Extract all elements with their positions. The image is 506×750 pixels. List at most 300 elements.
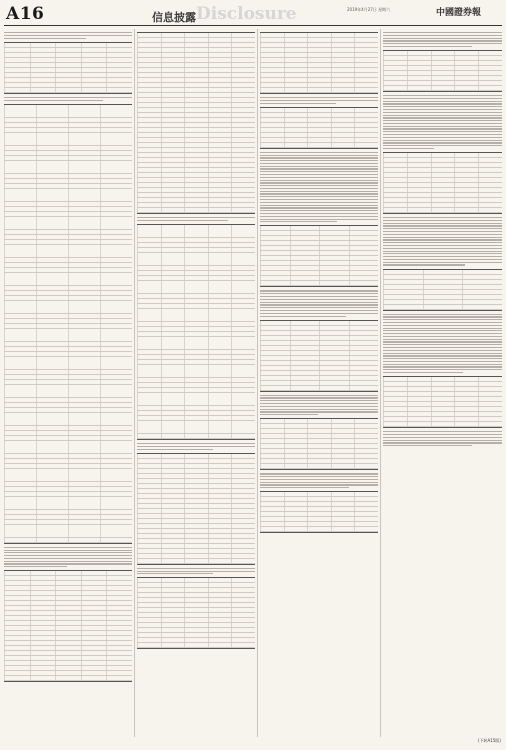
table-cell — [68, 436, 100, 440]
table-cell — [307, 143, 331, 147]
table-cell — [184, 133, 208, 137]
table-cell — [208, 608, 232, 612]
table-cell — [208, 153, 232, 157]
table-cell — [184, 309, 208, 321]
table-cell — [354, 68, 378, 72]
table-cell — [208, 638, 232, 642]
data-table — [260, 320, 378, 392]
table-cell — [161, 128, 185, 132]
text-line — [383, 431, 502, 432]
table-cell — [4, 469, 36, 481]
table-cell — [81, 636, 107, 640]
table-cell — [184, 266, 208, 270]
table-cell — [208, 578, 232, 582]
text-paragraph — [383, 32, 502, 47]
table-cell — [290, 281, 320, 285]
text-line — [4, 38, 86, 39]
table-cell — [407, 66, 431, 70]
table-cell — [284, 434, 308, 438]
table-cell — [307, 444, 331, 448]
table-cell — [349, 371, 379, 375]
table-cell — [383, 81, 407, 85]
table-cell — [4, 436, 36, 440]
table-cell — [55, 591, 81, 595]
text-paragraph — [260, 395, 378, 416]
text-line — [383, 325, 502, 326]
table-cell — [284, 33, 308, 37]
text-line — [383, 350, 502, 351]
table-cell — [137, 598, 161, 602]
table-cell — [4, 581, 30, 585]
table-cell — [100, 497, 132, 509]
table-cell — [137, 158, 161, 162]
text-line — [260, 409, 378, 410]
table-cell — [307, 58, 331, 62]
table-cell — [383, 417, 407, 421]
table-cell — [208, 58, 232, 62]
table-cell — [161, 534, 185, 538]
text-line — [260, 100, 378, 101]
table-cell — [55, 651, 81, 655]
table-cell — [68, 105, 100, 117]
table-cell — [284, 83, 308, 87]
table-cell — [208, 544, 232, 548]
table-cell — [284, 53, 308, 57]
text-line — [4, 97, 132, 98]
table-cell — [4, 68, 30, 72]
table-cell — [208, 534, 232, 538]
table-cell — [100, 525, 132, 537]
table-cell — [231, 33, 255, 37]
table-cell — [454, 168, 478, 172]
table-cell — [81, 73, 107, 77]
table-cell — [36, 133, 68, 145]
table-cell — [184, 514, 208, 518]
table-cell — [30, 666, 56, 670]
table-cell — [4, 230, 36, 234]
table-cell — [284, 502, 308, 506]
text-line — [383, 228, 502, 229]
table-cell — [208, 168, 232, 172]
table-cell — [184, 188, 208, 192]
table-cell — [331, 449, 355, 453]
text-line — [383, 445, 472, 446]
table-cell — [137, 178, 161, 182]
table-cell — [478, 407, 502, 411]
table-cell — [354, 123, 378, 127]
table-cell — [184, 628, 208, 632]
table-cell — [36, 258, 68, 262]
table-cell — [30, 73, 56, 77]
table-cell — [184, 494, 208, 498]
table-cell — [106, 636, 132, 640]
table-cell — [431, 56, 455, 60]
table-cell — [319, 231, 349, 235]
table-cell — [208, 504, 232, 508]
table-cell — [284, 43, 308, 47]
text-line — [383, 38, 502, 39]
table-cell — [184, 578, 208, 582]
table-cell — [4, 459, 36, 463]
table-cell — [4, 375, 36, 379]
table-rule — [260, 148, 378, 149]
table-cell — [161, 337, 185, 349]
table-cell — [68, 217, 100, 229]
table-cell — [383, 280, 423, 284]
page-header — [0, 0, 506, 24]
table-cell — [137, 128, 161, 132]
table-cell — [307, 88, 331, 92]
table-cell — [100, 146, 132, 150]
table-cell — [319, 276, 349, 280]
table-cell — [208, 123, 232, 127]
text-line — [260, 484, 378, 485]
table-cell — [208, 554, 232, 558]
table-row — [4, 273, 132, 286]
table-cell — [161, 58, 185, 62]
table-cell — [161, 464, 185, 468]
table-cell — [161, 243, 185, 247]
table-cell — [36, 128, 68, 132]
data-table — [383, 269, 502, 311]
table-cell — [208, 103, 232, 107]
table-cell — [454, 56, 478, 60]
table-cell — [331, 497, 355, 501]
newspaper-logo: 中國證券報 — [436, 8, 482, 18]
table-cell — [100, 179, 132, 183]
table-cell — [100, 347, 132, 351]
table-cell — [431, 407, 455, 411]
table-cell — [137, 393, 161, 405]
text-line — [383, 319, 502, 320]
table-cell — [290, 226, 320, 230]
text-line — [260, 403, 378, 404]
table-cell — [106, 73, 132, 77]
text-line — [260, 205, 378, 206]
table-cell — [68, 301, 100, 313]
table-cell — [349, 326, 379, 330]
table-cell — [208, 178, 232, 182]
text-line — [383, 126, 502, 127]
table-cell — [407, 387, 431, 391]
table-cell — [478, 173, 502, 177]
table-cell — [4, 596, 30, 600]
table-cell — [4, 636, 30, 640]
table-cell — [349, 226, 379, 230]
table-cell — [319, 336, 349, 340]
table-cell — [137, 281, 161, 293]
table-cell — [68, 510, 100, 514]
table-cell — [4, 319, 36, 323]
table-cell — [161, 98, 185, 102]
table-cell — [184, 459, 208, 463]
text-line — [4, 32, 132, 33]
table-cell — [354, 464, 378, 468]
table-cell — [231, 118, 255, 122]
table-cell — [331, 78, 355, 82]
table-cell — [331, 118, 355, 122]
table-cell — [184, 173, 208, 177]
table-cell — [231, 203, 255, 207]
table-cell — [161, 393, 185, 405]
table-cell — [161, 628, 185, 632]
text-line — [260, 155, 378, 156]
data-table — [137, 453, 255, 565]
table-cell — [137, 188, 161, 192]
table-cell — [354, 53, 378, 57]
table-cell — [4, 380, 36, 384]
table-cell — [331, 517, 355, 521]
table-cell — [231, 416, 255, 420]
table-cell — [68, 352, 100, 356]
table-cell — [383, 208, 407, 212]
table-cell — [184, 638, 208, 642]
table-cell — [290, 366, 320, 370]
table-cell — [307, 133, 331, 137]
table-cell — [161, 539, 185, 543]
table-cell — [55, 661, 81, 665]
table-cell — [431, 76, 455, 80]
table-cell — [478, 397, 502, 401]
text-line — [260, 163, 378, 164]
table-cell — [4, 73, 30, 77]
table-cell — [100, 370, 132, 374]
table-cell — [208, 421, 232, 433]
table-cell — [231, 138, 255, 142]
table-cell — [4, 586, 30, 590]
table-cell — [161, 198, 185, 202]
table-cell — [407, 163, 431, 167]
table-cell — [431, 417, 455, 421]
table-cell — [231, 133, 255, 137]
data-table — [383, 376, 502, 428]
table-cell — [184, 383, 208, 387]
table-cell — [36, 385, 68, 397]
table-cell — [208, 434, 232, 438]
table-cell — [208, 633, 232, 637]
text-line — [383, 248, 502, 249]
table-cell — [161, 378, 185, 382]
table-cell — [81, 88, 107, 92]
table-cell — [161, 332, 185, 336]
table-cell — [137, 360, 161, 364]
table-cell — [106, 656, 132, 660]
table-cell — [184, 504, 208, 508]
table-cell — [307, 419, 331, 423]
table-row — [137, 337, 255, 350]
table-cell — [137, 583, 161, 587]
table-cell — [36, 510, 68, 514]
table-cell — [81, 666, 107, 670]
table-cell — [260, 326, 290, 330]
table-cell — [260, 118, 284, 122]
table-cell — [161, 494, 185, 498]
table-cell — [383, 377, 407, 381]
table-cell — [100, 342, 132, 346]
table-cell — [100, 133, 132, 145]
table-cell — [284, 63, 308, 67]
table-cell — [100, 403, 132, 407]
table-cell — [231, 225, 255, 237]
table-cell — [208, 539, 232, 543]
table-cell — [260, 123, 284, 127]
table-cell — [307, 429, 331, 433]
table-cell — [68, 258, 100, 262]
table-cell — [319, 351, 349, 355]
table-cell — [161, 355, 185, 359]
table-cell — [68, 347, 100, 351]
table-cell — [4, 656, 30, 660]
table-cell — [55, 606, 81, 610]
table-cell — [68, 497, 100, 509]
table-cell — [231, 365, 255, 377]
table-cell — [184, 271, 208, 275]
text-line — [260, 302, 378, 303]
text-line — [137, 568, 255, 569]
table-cell — [4, 329, 36, 341]
table-rule — [383, 91, 502, 92]
table-cell — [184, 78, 208, 82]
table-cell — [161, 178, 185, 182]
table-cell — [4, 263, 36, 267]
text-line — [260, 476, 378, 477]
table-cell — [454, 412, 478, 416]
table-cell — [331, 512, 355, 516]
table-cell — [68, 296, 100, 300]
table-cell — [184, 406, 208, 410]
text-paragraph — [260, 97, 378, 104]
table-cell — [36, 329, 68, 341]
section-title-en: Disclosure — [196, 4, 297, 24]
text-line — [383, 46, 472, 47]
table-cell — [106, 671, 132, 675]
text-line — [383, 330, 502, 331]
table-cell — [137, 350, 161, 354]
table-cell — [184, 108, 208, 112]
table-cell — [208, 128, 232, 132]
text-line — [383, 369, 502, 370]
table-cell — [462, 285, 502, 289]
table-cell — [106, 631, 132, 635]
table-cell — [260, 507, 284, 511]
data-table — [4, 42, 132, 94]
table-cell — [100, 184, 132, 188]
text-line — [260, 199, 378, 200]
table-cell — [100, 230, 132, 234]
table-cell — [231, 128, 255, 132]
table-cell — [290, 246, 320, 250]
table-cell — [231, 108, 255, 112]
table-cell — [208, 393, 232, 405]
table-cell — [307, 43, 331, 47]
text-line — [383, 245, 502, 246]
table-cell — [260, 68, 284, 72]
table-cell — [137, 299, 161, 303]
table-cell — [137, 504, 161, 508]
text-paragraph — [383, 431, 502, 446]
table-cell — [184, 588, 208, 592]
text-line — [4, 550, 132, 551]
table-cell — [4, 441, 36, 453]
table-cell — [100, 291, 132, 295]
table-cell — [260, 271, 290, 275]
table-cell — [231, 243, 255, 247]
table-cell — [307, 492, 331, 496]
table-cell — [331, 88, 355, 92]
table-cell — [331, 43, 355, 47]
table-cell — [290, 266, 320, 270]
table-cell — [184, 365, 208, 377]
text-line — [260, 103, 336, 104]
table-cell — [260, 517, 284, 521]
table-cell — [55, 63, 81, 67]
table-cell — [231, 454, 255, 458]
table-cell — [100, 151, 132, 155]
table-cell — [231, 559, 255, 563]
table-cell — [4, 63, 30, 67]
table-cell — [284, 58, 308, 62]
table-cell — [231, 304, 255, 308]
table-cell — [462, 295, 502, 299]
text-line — [260, 307, 378, 308]
table-cell — [137, 93, 161, 97]
table-cell — [331, 464, 355, 468]
table-cell — [454, 178, 478, 182]
table-cell — [231, 393, 255, 405]
table-cell — [36, 403, 68, 407]
table-cell — [431, 51, 455, 55]
table-cell — [354, 33, 378, 37]
table-cell — [137, 613, 161, 617]
table-cell — [208, 148, 232, 152]
table-cell — [137, 608, 161, 612]
table-cell — [407, 173, 431, 177]
table-cell — [478, 71, 502, 75]
table-cell — [290, 231, 320, 235]
table-cell — [260, 497, 284, 501]
table-cell — [36, 123, 68, 127]
table-cell — [68, 413, 100, 425]
table-cell — [68, 454, 100, 458]
table-cell — [208, 183, 232, 187]
table-cell — [161, 327, 185, 331]
table-cell — [137, 378, 161, 382]
table-cell — [231, 499, 255, 503]
table-cell — [454, 392, 478, 396]
table-cell — [260, 43, 284, 47]
table-cell — [231, 618, 255, 622]
table-cell — [462, 290, 502, 294]
table-rule — [260, 391, 378, 392]
table-cell — [231, 299, 255, 303]
table-cell — [100, 202, 132, 206]
table-cell — [208, 98, 232, 102]
table-cell — [354, 434, 378, 438]
table-cell — [184, 294, 208, 298]
table-cell — [36, 156, 68, 160]
table-cell — [184, 454, 208, 458]
table-cell — [137, 38, 161, 42]
table-cell — [231, 623, 255, 627]
table-cell — [354, 507, 378, 511]
table-cell — [4, 78, 30, 82]
table-cell — [331, 522, 355, 526]
table-rule — [260, 532, 378, 533]
table-row — [137, 281, 255, 294]
text-line — [383, 333, 502, 334]
table-cell — [307, 118, 331, 122]
table-cell — [137, 383, 161, 387]
